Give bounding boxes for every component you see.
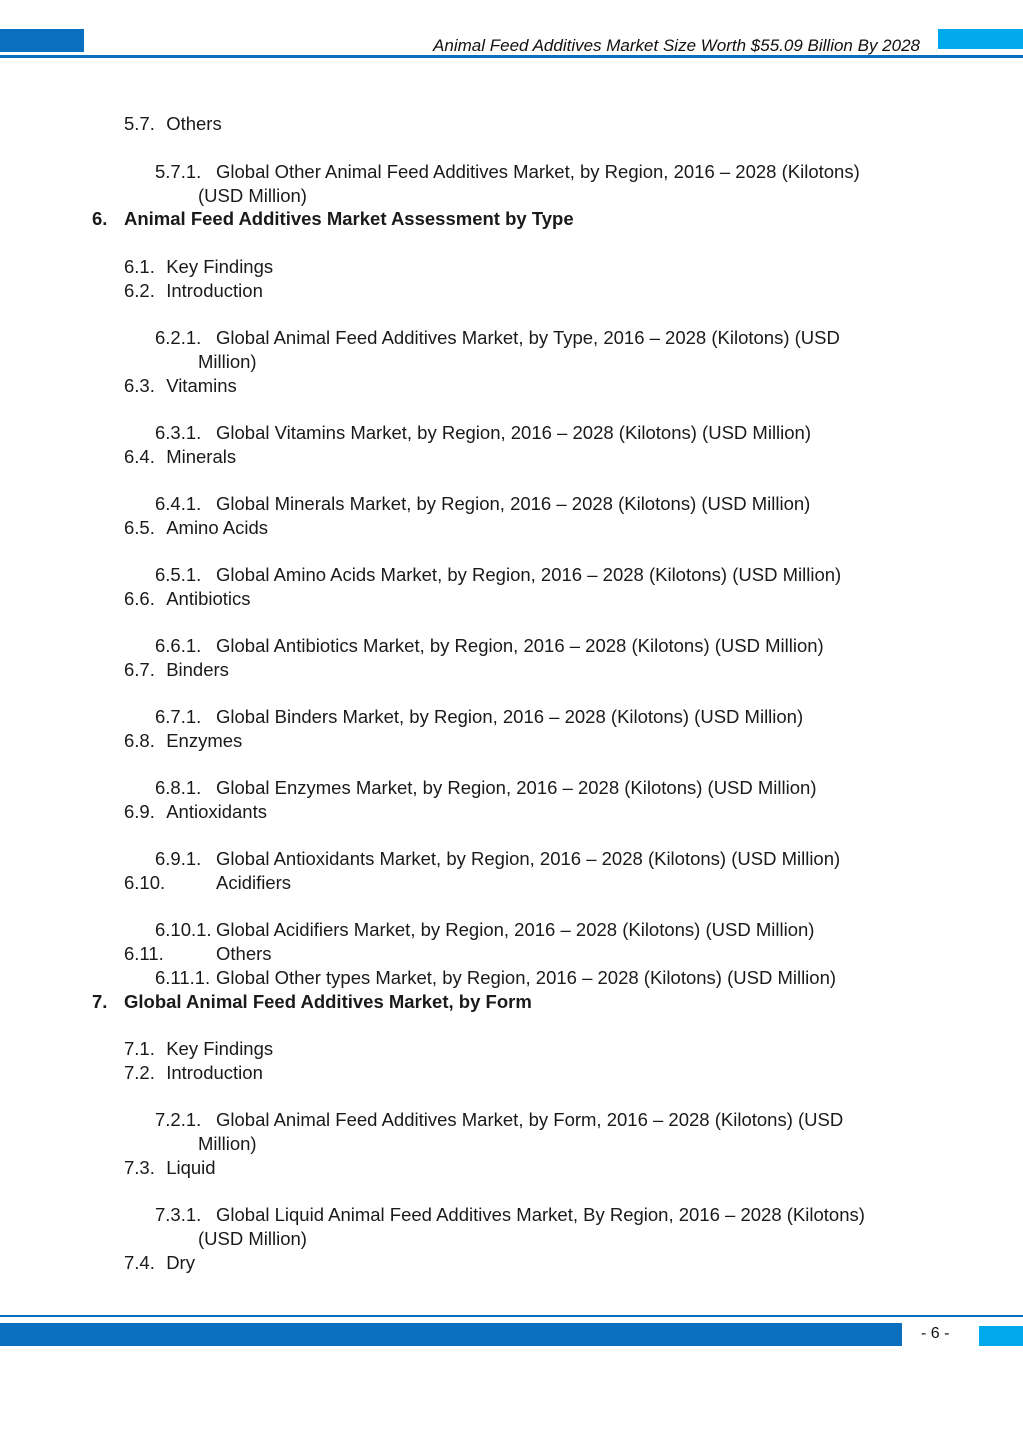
- toc-entry-title-continuation: Million): [198, 351, 257, 372]
- toc-entry-number: 7.3.1.: [155, 1204, 202, 1225]
- toc-entry-title: Introduction: [166, 1062, 263, 1083]
- toc-entry-number: 6.7.1.: [155, 706, 202, 727]
- toc-entry-title: Global Minerals Market, by Region, 2016 – 2028 (Kilotons) (USD Million): [216, 493, 811, 514]
- toc-entry-number: 6.1.: [124, 256, 155, 277]
- toc-entry-number: 6.2.1.: [155, 327, 202, 348]
- toc-entry-title: Animal Feed Additives Market Assessment by Type: [124, 208, 574, 229]
- toc-entry-title-continuation: (USD Million): [198, 1228, 307, 1249]
- toc-entry-title: Global Animal Feed Additives Market, by Type, 2016 – 2028 (Kilotons) (USD: [216, 327, 840, 348]
- toc-entry-title: Enzymes: [166, 730, 243, 751]
- toc-entry-title: Global Vitamins Market, by Region, 2016 – 2028 (Kilotons) (USD Million): [216, 422, 812, 443]
- toc-entry-title: Antibiotics: [166, 588, 251, 609]
- toc-entry-title: Others: [216, 943, 272, 964]
- toc-entry-level-3[interactable]: [0, 634, 1023, 658]
- toc-entry-title: Global Binders Market, by Region, 2016 – 2028 (Kilotons) (USD Million): [216, 706, 804, 727]
- header-accent-left: [0, 29, 84, 52]
- toc-entry-number: 6.7.: [124, 659, 155, 680]
- toc-entry-level-3[interactable]: [0, 421, 1023, 445]
- toc-entry-title: Global Animal Feed Additives Market, by Form, 2016 – 2028 (Kilotons) (USD: [216, 1109, 844, 1130]
- toc-entry-number: 6.11.: [124, 943, 164, 964]
- toc-entry-level-1[interactable]: [0, 207, 1023, 231]
- toc-entry-number: 6.8.: [124, 730, 155, 751]
- toc-entry-level-3[interactable]: [0, 326, 1023, 374]
- toc-entry-level-3[interactable]: [0, 966, 1023, 990]
- toc-entry-level-3[interactable]: [0, 1203, 1023, 1251]
- toc-entry-title: Vitamins: [166, 375, 237, 396]
- toc-entry-number: 6.10.: [124, 872, 166, 893]
- footer-bar: [0, 1323, 902, 1346]
- toc-entry-level-2[interactable]: [0, 658, 1023, 682]
- toc-entry-level-3[interactable]: [0, 776, 1023, 800]
- toc-entry-title: Introduction: [166, 280, 263, 301]
- footer-rule: [0, 1315, 1023, 1317]
- header-rule: [0, 55, 1023, 58]
- toc-entry-title: Amino Acids: [166, 517, 268, 538]
- toc-entry-title-continuation: Million): [198, 1133, 257, 1154]
- toc-entry-level-3[interactable]: [0, 918, 1023, 942]
- toc-entry-level-3[interactable]: [0, 1108, 1023, 1156]
- toc-entry-title: Liquid: [166, 1157, 216, 1178]
- toc-entry-title: Key Findings: [166, 256, 274, 277]
- toc-entry-title: Minerals: [166, 446, 237, 467]
- toc-entry-title: Global Enzymes Market, by Region, 2016 – 2028 (Kilotons) (USD Million): [216, 777, 817, 798]
- toc-entry-level-2[interactable]: [0, 1156, 1023, 1180]
- toc-entry-title: Global Amino Acids Market, by Region, 2016 – 2028 (Kilotons) (USD Million): [216, 564, 842, 585]
- header-title: Animal Feed Additives Market Size Worth $55.09 Billion By 2028: [433, 36, 920, 55]
- toc-entry-number: 6.9.: [124, 801, 155, 822]
- toc-entry-title: Global Animal Feed Additives Market, by Form: [124, 991, 532, 1012]
- toc-entry-title: Global Acidifiers Market, by Region, 2016 – 2028 (Kilotons) (USD Million): [216, 919, 815, 940]
- toc-entry-number: 6.5.1.: [155, 564, 202, 585]
- toc-entry-level-2[interactable]: [0, 1037, 1023, 1061]
- toc-entry-number: 6.3.1.: [155, 422, 202, 443]
- toc-entry-number: 6.8.1.: [155, 777, 202, 798]
- header-accent-right: [938, 29, 1023, 49]
- toc-entry-level-2[interactable]: [0, 112, 1023, 136]
- toc-entry-level-2[interactable]: [0, 729, 1023, 753]
- toc-entry-number: 6.6.1.: [155, 635, 202, 656]
- toc-entry-title: Binders: [166, 659, 229, 680]
- toc-entry-number: 6.10.1.: [155, 919, 212, 940]
- toc-entry-level-2[interactable]: [0, 1251, 1023, 1275]
- toc-entry-number: 6.6.: [124, 588, 155, 609]
- toc-entry-title: Antioxidants: [166, 801, 267, 822]
- toc-entry-level-3[interactable]: [0, 847, 1023, 871]
- toc-entry-number: 6.3.: [124, 375, 155, 396]
- toc-entry-title: Global Liquid Animal Feed Additives Market, By Region, 2016 – 2028 (Kilotons): [216, 1204, 865, 1225]
- toc-entry-title: Others: [166, 113, 222, 134]
- toc-entry-number: 7.3.: [124, 1157, 155, 1178]
- toc-entry-level-2[interactable]: [0, 1061, 1023, 1085]
- toc-entry-level-3[interactable]: [0, 563, 1023, 587]
- toc-entry-number: 6.5.: [124, 517, 155, 538]
- toc-entry-number: 6.9.1.: [155, 848, 202, 869]
- toc-entry-title: Dry: [166, 1252, 195, 1273]
- toc-entry-title: Key Findings: [166, 1038, 274, 1059]
- toc-entry-title-continuation: (USD Million): [198, 185, 307, 206]
- toc-entry-number: 7.1.: [124, 1038, 155, 1059]
- toc-entry-number: 7.2.1.: [155, 1109, 202, 1130]
- toc-entry-number: 7.: [92, 991, 108, 1012]
- footer-accent-right: [979, 1326, 1023, 1346]
- toc-entry-number: 5.7.1.: [155, 161, 202, 182]
- toc-entry-number: 6.4.1.: [155, 493, 202, 514]
- toc-entry-number: 6.11.1.: [155, 967, 211, 988]
- toc-entry-number: 6.2.: [124, 280, 155, 301]
- toc-entry-level-2[interactable]: [0, 374, 1023, 398]
- toc-entry-number: 7.4.: [124, 1252, 155, 1273]
- toc-entry-level-2[interactable]: [0, 942, 1023, 966]
- toc-entry-level-3[interactable]: [0, 492, 1023, 516]
- page-number: - 6 -: [921, 1325, 950, 1342]
- toc-entry-number: 5.7.: [124, 113, 155, 134]
- toc-entry-level-2[interactable]: [0, 800, 1023, 824]
- toc-entry-title: Global Other types Market, by Region, 2016 – 2028 (Kilotons) (USD Million): [216, 967, 837, 988]
- toc-entry-level-1[interactable]: [0, 990, 1023, 1014]
- toc-entry-level-2[interactable]: [0, 279, 1023, 303]
- toc-entry-level-2[interactable]: [0, 587, 1023, 611]
- toc-entry-title: Acidifiers: [216, 872, 292, 893]
- toc-entry-title: Global Other Animal Feed Additives Market, by Region, 2016 – 2028 (Kilotons): [216, 161, 860, 182]
- toc-entry-level-2[interactable]: [0, 516, 1023, 540]
- toc-entry-number: 7.2.: [124, 1062, 155, 1083]
- toc-entry-number: 6.: [92, 208, 108, 229]
- toc-entry-level-3[interactable]: [0, 160, 1023, 208]
- toc-entry-level-3[interactable]: [0, 705, 1023, 729]
- toc-entry-number: 6.4.: [124, 446, 155, 467]
- toc-entry-level-2[interactable]: [0, 871, 1023, 895]
- toc-entry-title: Global Antioxidants Market, by Region, 2016 – 2028 (Kilotons) (USD Million): [216, 848, 841, 869]
- toc-entry-level-2[interactable]: [0, 445, 1023, 469]
- toc-entry-level-2[interactable]: [0, 255, 1023, 279]
- toc-entry-title: Global Antibiotics Market, by Region, 2016 – 2028 (Kilotons) (USD Million): [216, 635, 824, 656]
